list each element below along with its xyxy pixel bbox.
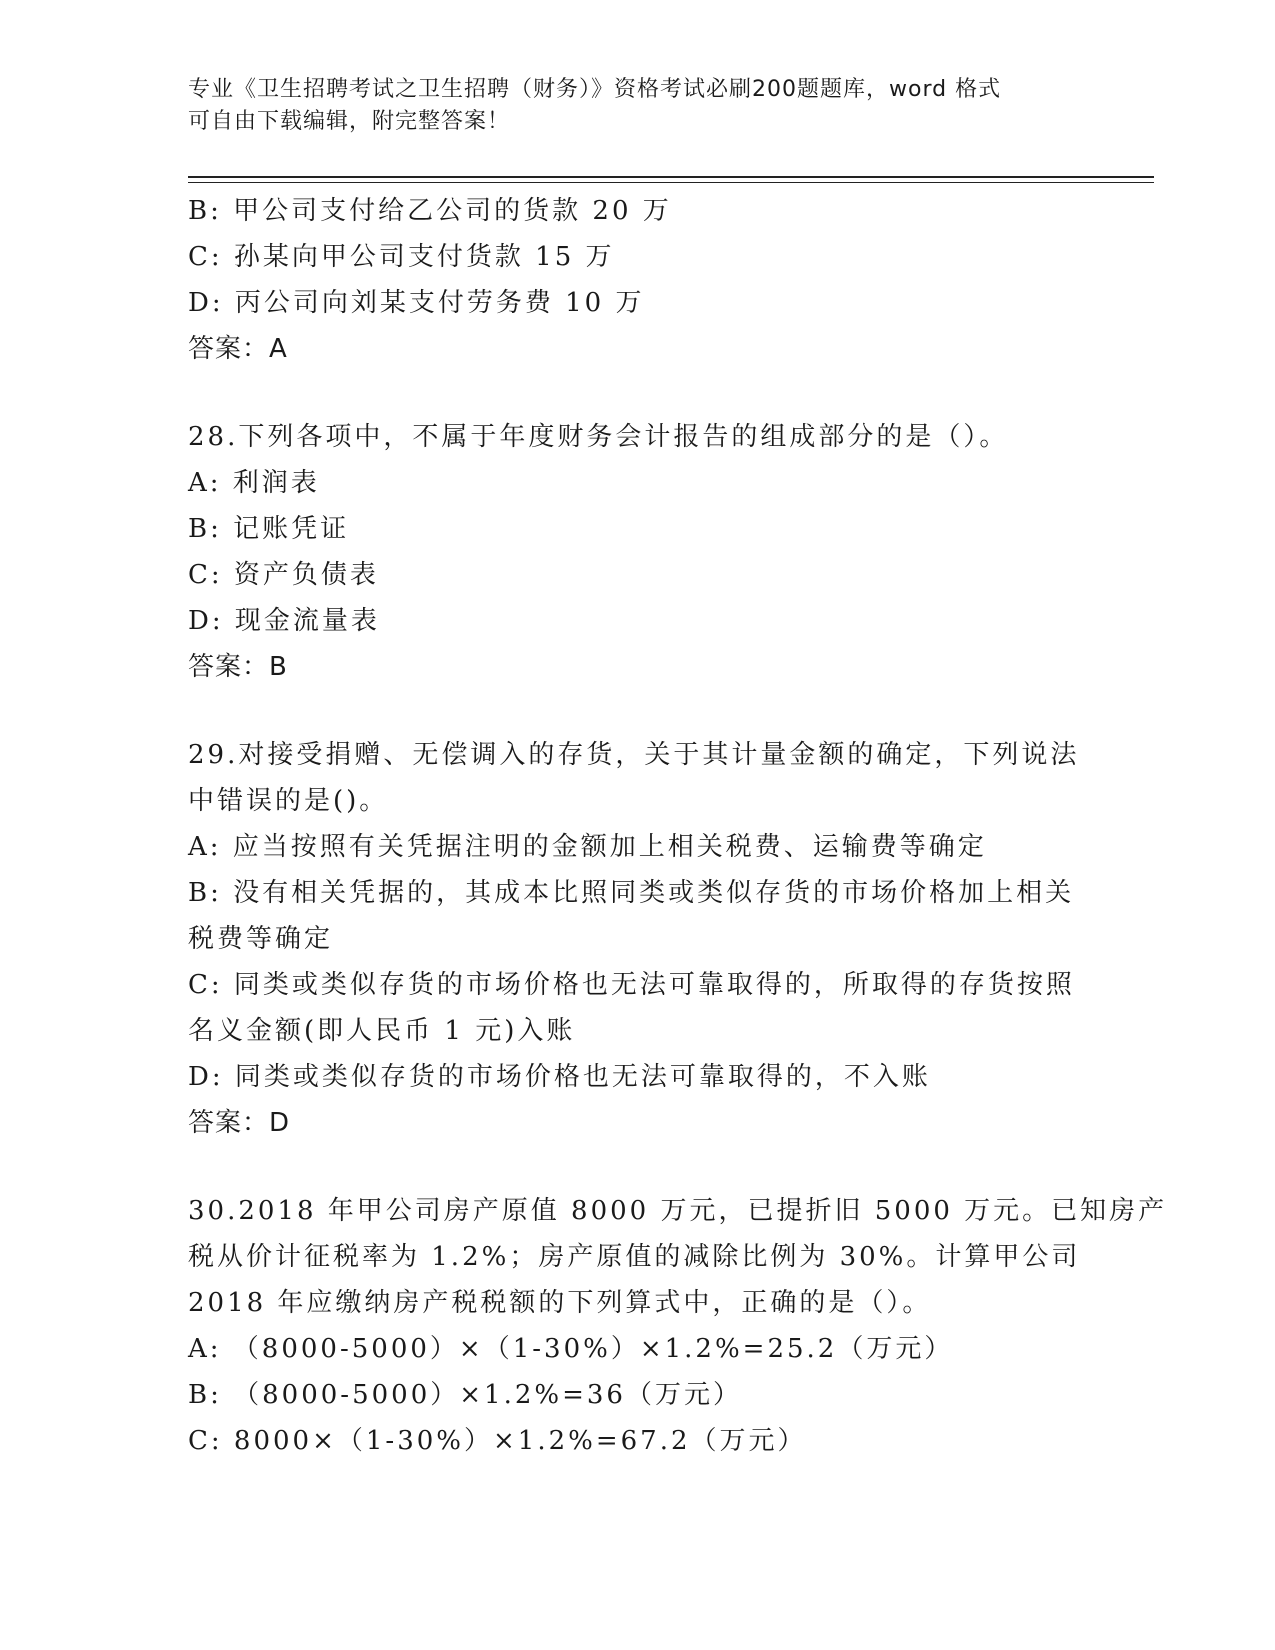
question-list	[188, 188, 1168, 1464]
question-stem-line: 30.2018 年甲公司房产原值 8000 万元，已提折旧 5000 万元。已知房产	[188, 1196, 1168, 1226]
question-block-28	[188, 414, 1088, 690]
option-line: A: 应当按照有关凭据注明的金额加上相关税费、运输费等确定	[188, 832, 987, 862]
option-line: 名义金额(即人民币 1 元)入账	[188, 1016, 576, 1046]
header-title-line-2: 可自由下载编辑，附完整答案！	[188, 109, 511, 134]
option-line: C: 同类或类似存货的市场价格也无法可靠取得的，所取得的存货按照	[188, 970, 1075, 1000]
option-line: B: （8000-5000）×1.2%=36（万元）	[188, 1380, 742, 1410]
question-stem-line: 29.对接受捐赠、无偿调入的存货，关于其计量金额的确定，下列说法	[188, 740, 1080, 770]
question-block-27	[188, 188, 1088, 372]
option-line: C: 孙某向甲公司支付货款 15 万	[188, 242, 615, 272]
question-stem-line: 中错误的是()。	[188, 786, 389, 816]
question-block-30	[188, 1188, 1168, 1464]
answer-line: 答案：B	[188, 652, 288, 682]
option-line: D: 现金流量表	[188, 606, 380, 636]
option-line: B: 甲公司支付给乙公司的货款 20 万	[188, 196, 672, 226]
option-line: C: 8000×（1-30%）×1.2%=67.2（万元）	[188, 1426, 807, 1456]
question-stem-line: 税从价计征税率为 1.2%；房产原值的减除比例为 30%。计算甲公司	[188, 1242, 1081, 1272]
header-divider-thin	[188, 182, 1154, 183]
option-line: 税费等确定	[188, 924, 334, 954]
option-line: C: 资产负债表	[188, 560, 379, 590]
answer-line: 答案：A	[188, 334, 288, 364]
option-line: D: 丙公司向刘某支付劳务费 10 万	[188, 288, 645, 318]
option-line: B: 没有相关凭据的，其成本比照同类或类似存货的市场价格加上相关	[188, 878, 1075, 908]
option-line: B: 记账凭证	[188, 514, 350, 544]
question-block-29	[188, 732, 1088, 1146]
header-title-line-1: 专业《卫生招聘考试之卫生招聘（财务）》资格考试必刷200题题库，word 格式	[188, 77, 1002, 102]
answer-line: 答案：D	[188, 1108, 291, 1138]
option-line: D: 同类或类似存货的市场价格也无法可靠取得的，不入账	[188, 1062, 931, 1092]
header-divider-thick	[188, 176, 1154, 178]
question-stem-line: 28.下列各项中，不属于年度财务会计报告的组成部分的是（）。	[188, 422, 1009, 452]
question-stem-line: 2018 年应缴纳房产税税额的下列算式中，正确的是（）。	[188, 1288, 932, 1318]
option-line: A: （8000-5000）×（1-30%）×1.2%=25.2（万元）	[188, 1334, 954, 1364]
option-line: A: 利润表	[188, 468, 320, 498]
document-header	[188, 74, 1068, 138]
